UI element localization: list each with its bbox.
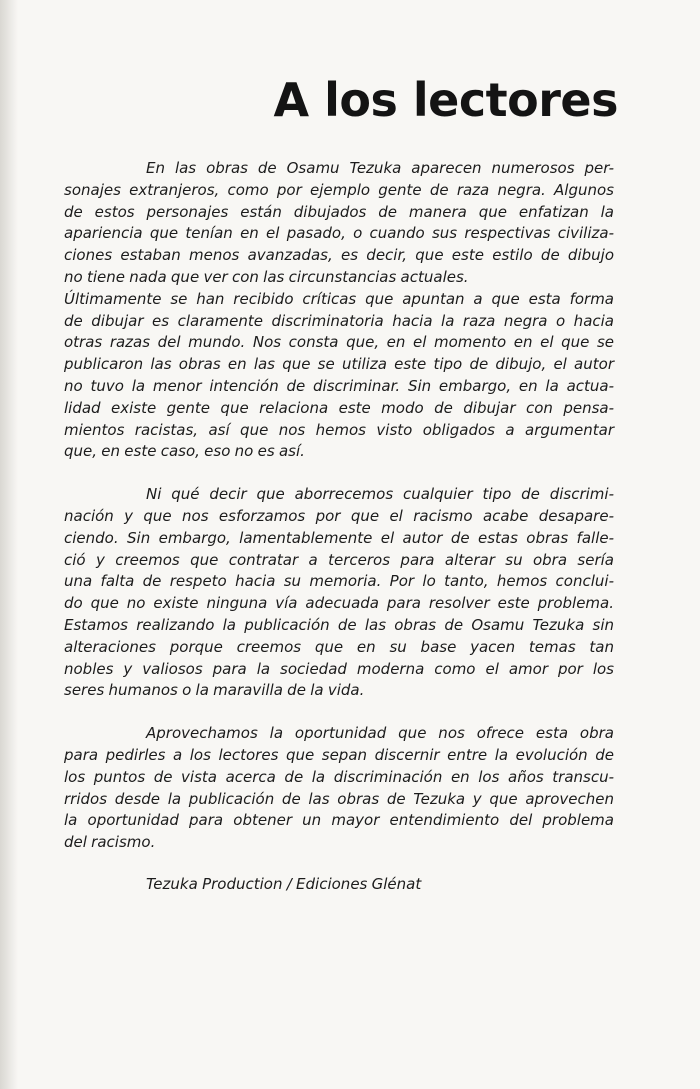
paragraph-1-line: no tuvo la menor intención de discriminar. Sin embargo, en la actua- (64, 376, 614, 395)
paragraph-1-line: ciones estaban menos avanzadas, es decir, que este estilo de dibujo (64, 246, 614, 265)
paragraph-2-line: una falta de respeto hacia su memoria. Por lo tanto, hemos conclui- (64, 572, 614, 591)
paragraph-1-line: Últimamente se han recibido críticas que apuntan a que esta forma (64, 289, 614, 308)
paragraph-2-line: alteraciones porque creemos que en su base yacen temas tan (64, 637, 614, 656)
paragraph-2-line: Estamos realizando la publicación de las obras de Osamu Tezuka sin (64, 615, 614, 634)
paragraph-1-line: sonajes extranjeros, como por ejemplo gente de raza negra. Algunos (64, 180, 614, 199)
paragraph-1-line: lidad existe gente que relaciona este modo de dibujar con pensa- (64, 398, 614, 417)
page-gutter-shadow (0, 0, 18, 1089)
paragraph-3-line: rridos desde la publicación de las obras de Tezuka y que aprovechen (64, 789, 614, 808)
paragraph-3-line: la oportunidad para obtener un mayor entendimiento del problema (64, 811, 614, 830)
signature: Tezuka Production / Ediciones Glénat (146, 874, 422, 893)
paragraph-1-line: mientos racistas, así que nos hemos visto obligados a argumentar (64, 420, 614, 439)
paragraph-2-line: do que no existe ninguna vía adecuada para resolver este problema. (64, 594, 614, 613)
paragraph-3-line: del racismo. (64, 833, 156, 852)
paragraph-1-line: que, en este caso, eso no es así. (64, 442, 305, 461)
paragraph-3-line: para pedirles a los lectores que sepan discernir entre la evolución de (64, 745, 614, 764)
paragraph-2-line: nación y que nos esforzamos por que el racismo acabe desapare- (64, 506, 614, 525)
paragraph-1-line: otras razas del mundo. Nos consta que, en el momento en el que se (64, 333, 614, 352)
paragraph-2-line: ció y creemos que contratar a terceros para alterar su obra sería (64, 550, 614, 569)
paragraph-gap (64, 702, 614, 723)
paragraph-3-line: Aprovechamos la oportunidad que nos ofrece esta obra (146, 724, 614, 743)
paragraph-1-line: apariencia que tenían en el pasado, o cuando sus respectivas civiliza- (64, 224, 614, 243)
paragraph-3-line: los puntos de vista acerca de la discriminación en los años transcu- (64, 767, 614, 786)
paragraph-gap (64, 463, 614, 484)
paragraph-1-line: de estos personajes están dibujados de manera que enfatizan la (64, 202, 614, 221)
paragraph-1-line: no tiene nada que ver con las circunstancias actuales. (64, 267, 469, 286)
paragraph-2-line: Ni qué decir que aborrecemos cualquier tipo de discrimi- (146, 485, 614, 504)
page-title: A los lectores (273, 73, 618, 127)
paragraph-2-line: seres humanos o la maravilla de la vida. (64, 681, 365, 700)
body-text (64, 158, 614, 896)
paragraph-2-line: nobles y valiosos para la sociedad moderna como el amor por los (64, 659, 614, 678)
paragraph-1-line: publicaron las obras en las que se utiliza este tipo de dibujo, el autor (64, 355, 614, 374)
paragraph-1-line: En las obras de Osamu Tezuka aparecen numerosos per- (146, 159, 614, 177)
paragraph-2-line: ciendo. Sin embargo, lamentablemente el autor de estas obras falle- (64, 528, 614, 547)
paragraph-1-line: de dibujar es claramente discriminatoria hacia la raza negra o hacia (64, 311, 614, 330)
